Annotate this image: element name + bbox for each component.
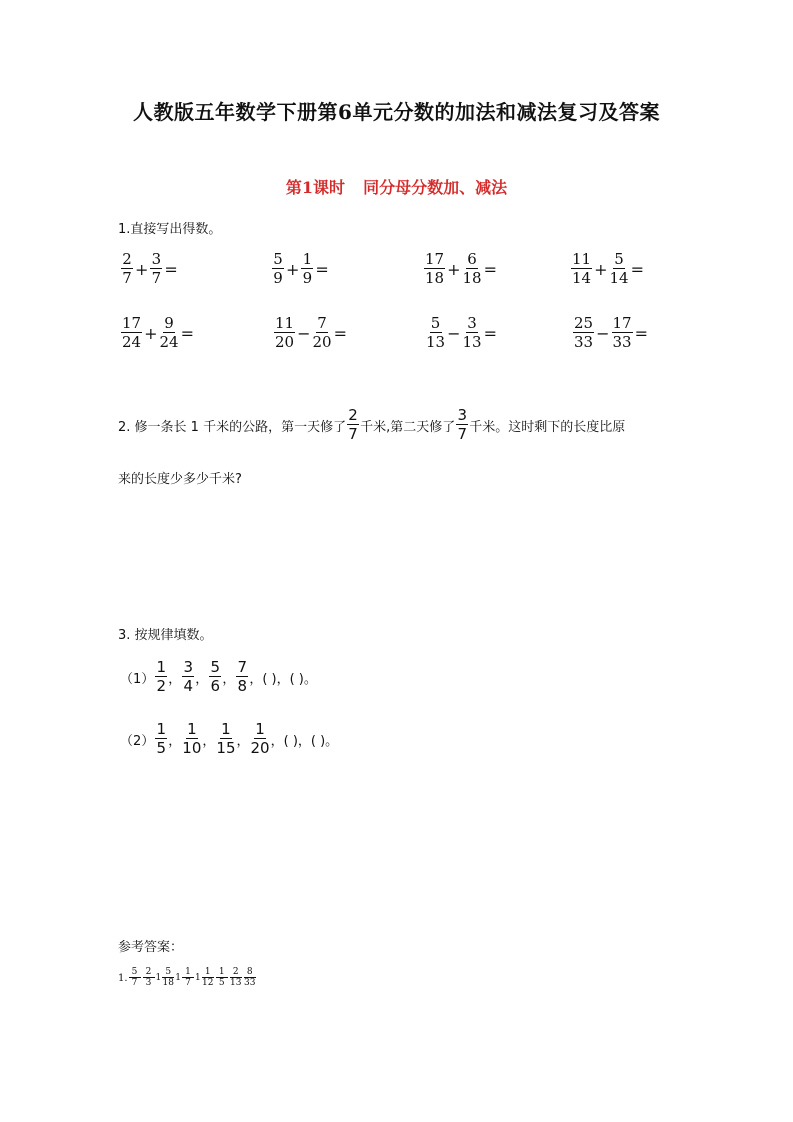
fraction: $\frac{3}{13}$ [462, 314, 482, 351]
fraction: $\frac{25}{33}$ [574, 314, 594, 351]
fraction: $\frac{1}{5}$ [156, 720, 167, 757]
fraction: $\frac{1}{7}$ [182, 968, 194, 988]
fraction: $\frac{1}{20}$ [250, 720, 270, 757]
fraction: $\frac{8}{33}$ [244, 967, 256, 988]
answers-line: 1. $\frac{5}{7}$ $\frac{2}{3}$ 1 $\frac{5}{18}$ 1 $\frac{1}{7}$ 1 $\frac{1}{12}$ $\frac{1}{5}$ $\frac{2}{13}$ $\frac{8}{33}$ [118, 967, 256, 988]
fraction: $\frac{17}{24}$ [122, 314, 142, 351]
fraction: $\frac{5}{6}$ [210, 658, 221, 695]
fraction: $\frac{1}{5}$ [216, 968, 228, 988]
q3-sequence-1: （1） $\frac{1}{2}$ ， $\frac{3}{4}$ ， $\frac{5}{6}$ ， $\frac{7}{8}$ ，( )，( )。 [120, 658, 317, 695]
fraction: $\frac{1}{15}$ [216, 720, 236, 757]
fraction: $\frac{3}{7}$ [151, 250, 162, 287]
q1-row2-item4: $\frac{25}{33}$ − $\frac{17}{33}$ = [574, 314, 648, 351]
fraction: $\frac{5}{14}$ [609, 250, 629, 287]
q1-row2-item3: $\frac{5}{13}$ − $\frac{3}{13}$ = [426, 314, 497, 351]
fraction: $\frac{7}{20}$ [312, 314, 332, 351]
fraction: $\frac{2}{13}$ [230, 967, 242, 988]
fraction: $\frac{1}{10}$ [182, 720, 202, 757]
question-3-prompt: 3. 按规律填数。 [118, 628, 213, 643]
fraction: $\frac{6}{18}$ [462, 250, 482, 287]
fraction: $\frac{5}{18}$ [162, 967, 174, 988]
lesson-label: 第1课时 [285, 178, 346, 197]
fraction: $\frac{2}{3}$ [143, 968, 155, 988]
fraction: $\frac{3}{7}$ [457, 406, 467, 443]
q1-row2-item1: $\frac{17}{24}$ + $\frac{9}{24}$ = [122, 314, 194, 351]
lesson-heading [0, 175, 793, 198]
fraction: $\frac{3}{4}$ [183, 658, 194, 695]
fraction: $\frac{11}{14}$ [572, 250, 592, 287]
q1-row1-item2: $\frac{5}{9}$ + $\frac{1}{9}$ = [273, 250, 329, 287]
answers-label: 参考答案： [118, 940, 184, 955]
fraction: $\frac{5}{13}$ [426, 314, 446, 351]
fraction: $\frac{9}{24}$ [159, 314, 179, 351]
fraction: $\frac{11}{20}$ [275, 314, 295, 351]
fraction: $\frac{17}{33}$ [612, 314, 632, 351]
q1-row1-item4: $\frac{11}{14}$ + $\frac{5}{14}$ = [572, 250, 644, 287]
fraction: $\frac{1}{12}$ [202, 967, 214, 988]
q3-sequence-2: （2） $\frac{1}{5}$ ， $\frac{1}{10}$ ， $\frac{1}{15}$ ， $\frac{1}{20}$ ，( )，( )。 [120, 720, 339, 757]
question-2-line1: 2. 修一条长 1 千米的公路，第一天修了 $\frac{2}{7}$ 千米,第二天修了 $\frac{3}{7}$ 千米。这时剩下的长度比原 [118, 406, 626, 443]
document-title: 人教版五年数学下册第6单元分数的加法和减法复习及答案 [133, 100, 660, 124]
fraction: $\frac{2}{7}$ [122, 250, 132, 287]
fraction: $\frac{1}{9}$ [302, 250, 313, 287]
lesson-topic: 同分母分数加、减法 [363, 178, 508, 197]
q1-row1-item1: $\frac{2}{7}$ + $\frac{3}{7}$ = [122, 250, 178, 287]
fraction: $\frac{7}{8}$ [237, 658, 248, 695]
fraction: $\frac{2}{7}$ [348, 406, 358, 443]
q1-row1-item3: $\frac{17}{18}$ + $\frac{6}{18}$ = [425, 250, 497, 287]
q1-row2-item2: $\frac{11}{20}$ − $\frac{7}{20}$ = [275, 314, 347, 351]
fraction: $\frac{5}{7}$ [129, 968, 141, 988]
question-2-line2: 来的长度少多少千米? [118, 472, 242, 487]
fraction: $\frac{17}{18}$ [425, 250, 445, 287]
question-1-prompt: 1.直接写出得数。 [118, 222, 222, 237]
fraction: $\frac{1}{2}$ [156, 658, 167, 695]
fraction: $\frac{5}{9}$ [273, 250, 283, 287]
